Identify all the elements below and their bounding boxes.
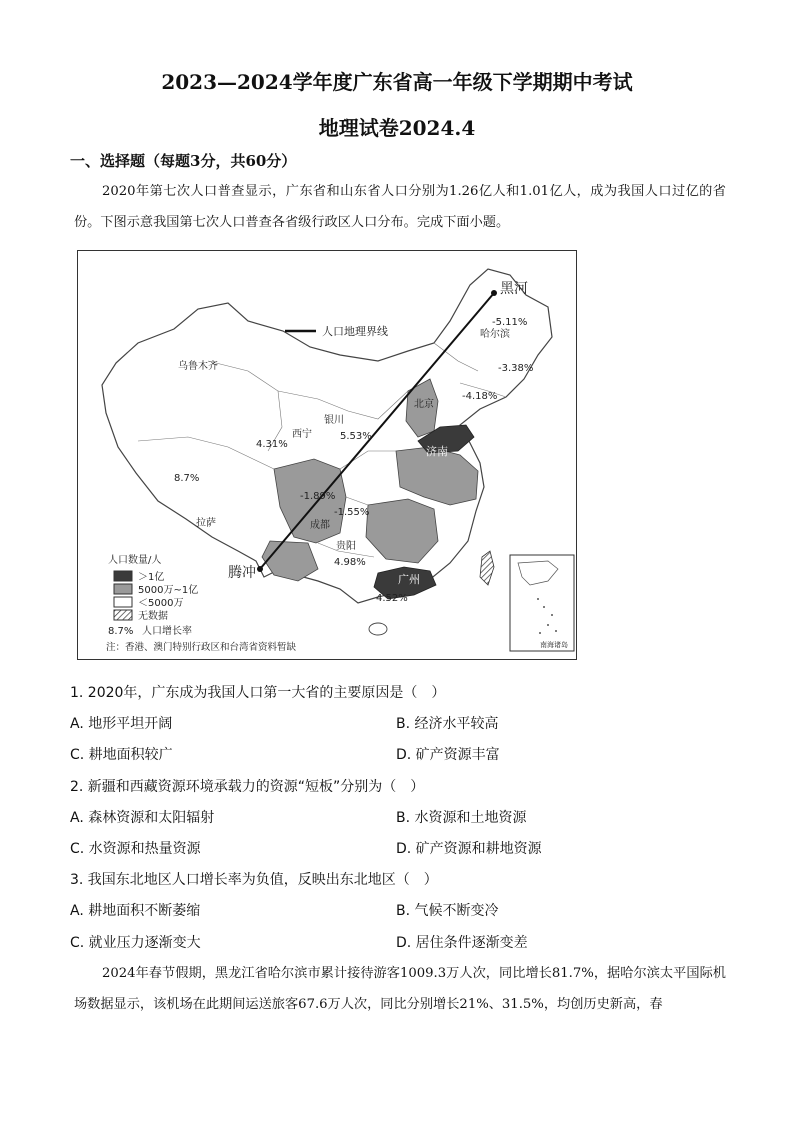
line-legend-label: 人口地理界线	[322, 325, 388, 338]
growth-tibet: 8.7%	[174, 473, 200, 484]
exam-subtitle: 地理试卷2024.4	[318, 116, 476, 140]
growth-qinghai: 4.31%	[256, 439, 288, 450]
inset-label: 南海诸岛	[540, 641, 568, 649]
legend-growth-example: 8.7%	[108, 626, 134, 637]
city-guiyang: 贵阳	[336, 541, 356, 552]
growth-guizhou: 4.98%	[334, 557, 366, 568]
legend-title: 人口数量/人	[108, 555, 162, 566]
section-heading: 一、选择题（每题3分，共60分）	[70, 152, 297, 170]
legend-growth-label: 人口增长率	[142, 626, 192, 637]
taiwan-nodata	[480, 551, 494, 585]
q1-option-b[interactable]: B. 经济水平较高	[396, 716, 499, 732]
question-1-stem: 1. 2020年，广东成为我国人口第一大省的主要原因是（ ）	[70, 685, 446, 701]
city-yinchuan: 银川	[324, 415, 344, 426]
legend-swatch-gt1yi	[114, 571, 132, 581]
legend-label-low: ＜5000万	[138, 598, 184, 609]
intro-paragraph	[74, 176, 726, 238]
city-jinan: 济南	[426, 445, 448, 458]
q3-option-c[interactable]: C. 就业压力逐渐变大	[70, 935, 201, 951]
intro-text: 2020年第七次人口普查显示，广东省和山东省人口分别为1.26亿人和1.01亿人，成为我国人口过亿的省份。下图示意我国第七次人口普查各省级行政区人口分布。完成下面小题。	[74, 184, 726, 230]
q1-option-c[interactable]: C. 耕地面积较广	[70, 747, 173, 763]
heihe-point	[491, 290, 497, 296]
china-map-svg	[78, 251, 577, 660]
legend-swatch-low	[114, 597, 132, 607]
growth-guangdong: 4.52%	[376, 593, 408, 604]
legend-note: 注：香港、澳门特别行政区和台湾省资料暂缺	[106, 642, 297, 653]
q3-option-b[interactable]: B. 气候不断变冷	[396, 903, 499, 919]
passage-2	[74, 958, 726, 1020]
growth-sichuan: -1.89%	[300, 491, 336, 502]
q3-option-a[interactable]: A. 耕地面积不断萎缩	[70, 903, 201, 919]
exam-title: 2023—2024学年度广东省高一年级下学期期中考试	[161, 70, 633, 94]
legend-label-gt1yi: ＞1亿	[138, 572, 165, 583]
heihe-label: 黑河	[500, 281, 528, 297]
legend-swatch-nodata	[114, 610, 132, 620]
q2-option-b[interactable]: B. 水资源和土地资源	[396, 810, 527, 826]
growth-ningxia: 5.53%	[340, 431, 372, 442]
legend-label-mid: 5000万~1亿	[138, 585, 199, 596]
china-outline	[102, 269, 552, 603]
tengchong-point	[257, 566, 263, 572]
legend-label-nodata: 无数据	[138, 611, 168, 622]
growth-jilin: -3.38%	[498, 363, 534, 374]
city-beijing: 北京	[414, 399, 434, 410]
passage-2-text: 2024年春节假期，黑龙江省哈尔滨市累计接待游客1009.3万人次，同比增长81.7%，据哈尔滨太平国际机场数据显示，该机场在此期间运送旅客67.6万人次，同比分别增长21%、31.5%，均创历史新高，春	[74, 966, 726, 1012]
question-3-stem: 3. 我国东北地区人口增长率为负值，反映出东北地区（ ）	[70, 872, 438, 888]
question-2-stem: 2. 新疆和西藏资源环境承载力的资源“短板”分别为（ ）	[70, 779, 425, 795]
q1-option-a[interactable]: A. 地形平坦开阔	[70, 716, 173, 732]
island-hainan	[369, 623, 387, 635]
city-guangzhou: 广州	[398, 573, 420, 586]
population-map	[77, 250, 577, 660]
q3-option-d[interactable]: D. 居住条件逐渐变差	[396, 935, 528, 951]
growth-heilongjiang: -5.11%	[492, 317, 528, 328]
tengchong-label: 腾冲	[228, 565, 256, 581]
growth-liaoning: -4.18%	[462, 391, 498, 402]
city-harbin: 哈尔滨	[480, 329, 510, 340]
q2-option-a[interactable]: A. 森林资源和太阳辐射	[70, 810, 215, 826]
legend-swatch-mid	[114, 584, 132, 594]
growth-chongqing: -1.55%	[334, 507, 370, 518]
city-urumqi: 乌鲁木齐	[178, 361, 218, 372]
city-lhasa: 拉萨	[196, 518, 216, 529]
q2-option-c[interactable]: C. 水资源和热量资源	[70, 841, 201, 857]
city-chengdu: 成都	[310, 520, 330, 531]
q2-option-d[interactable]: D. 矿产资源和耕地资源	[396, 841, 542, 857]
q1-option-d[interactable]: D. 矿产资源丰富	[396, 747, 500, 763]
city-xining: 西宁	[292, 429, 312, 440]
